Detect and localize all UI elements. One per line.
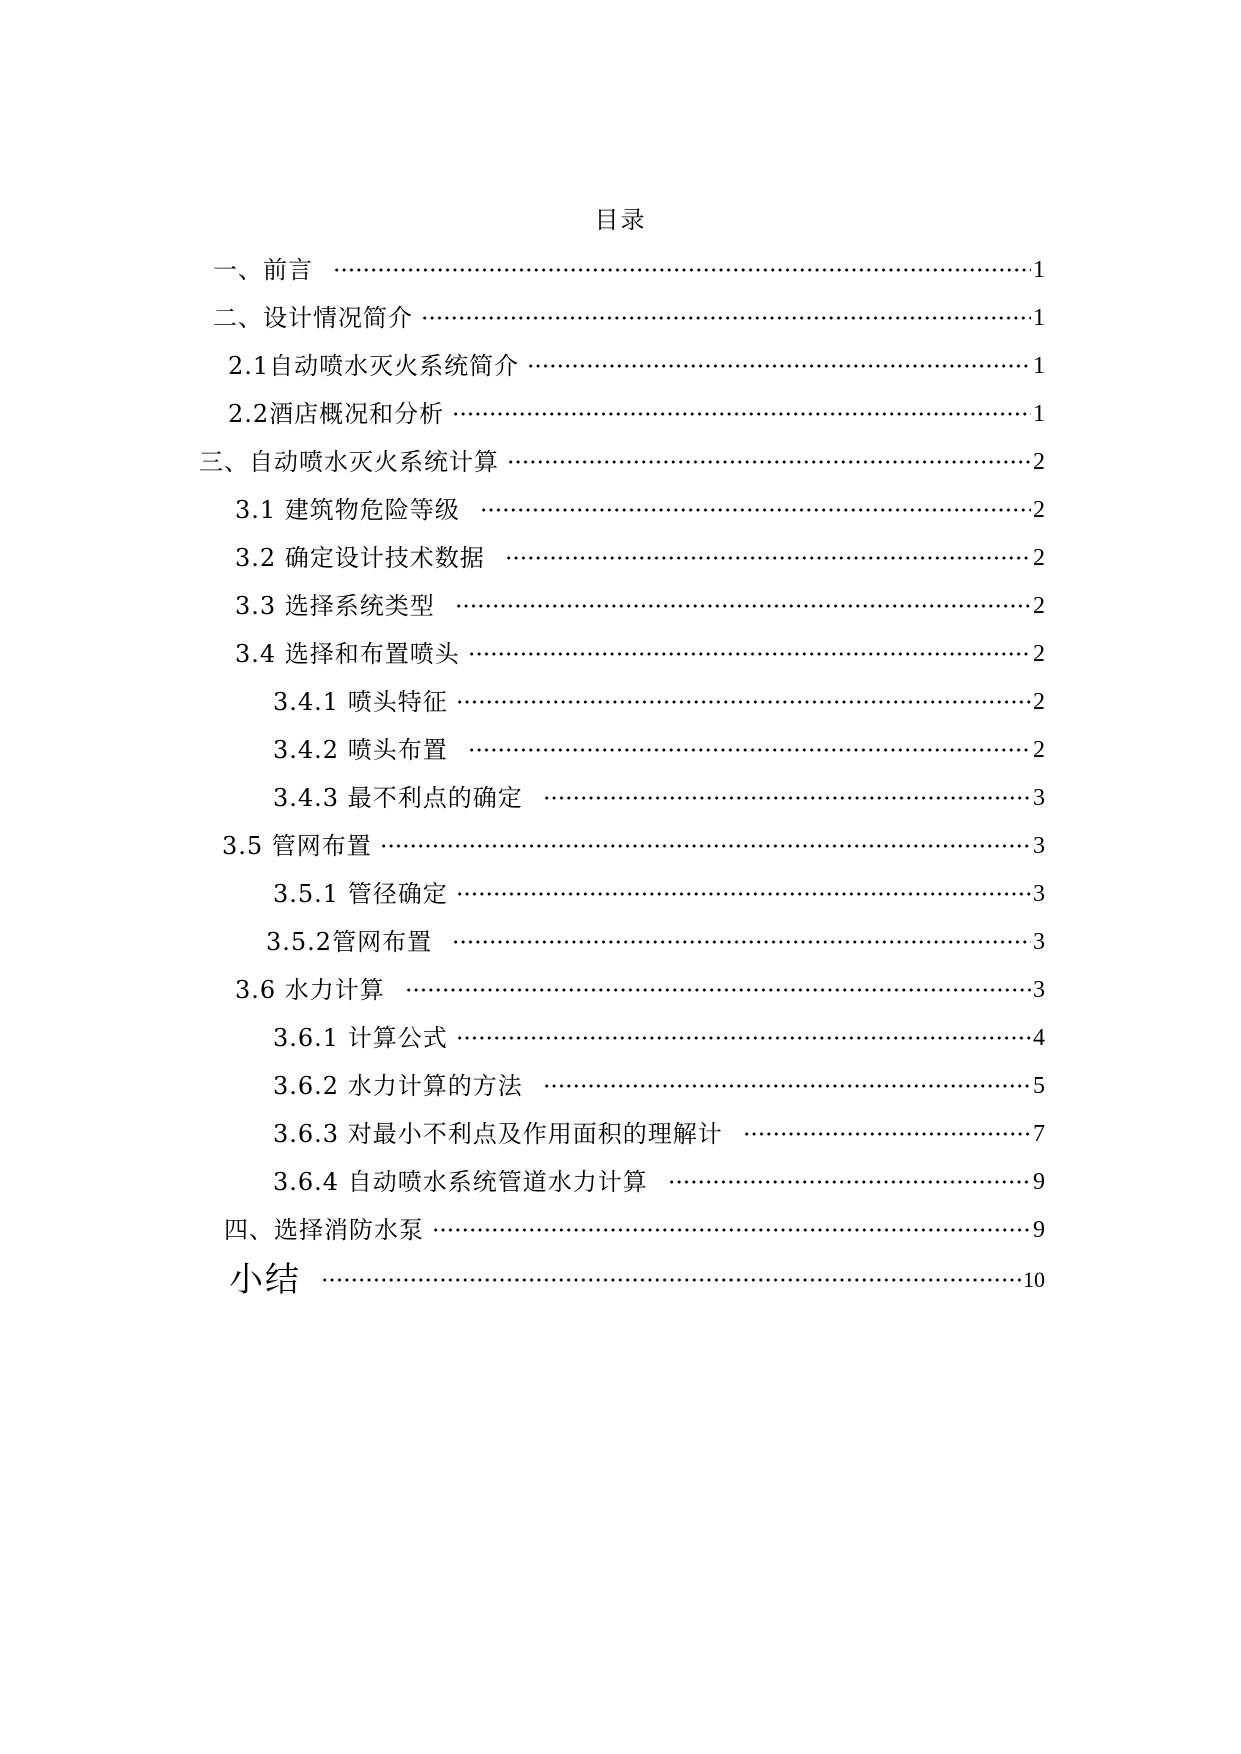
toc-entry-label: 3.6.3 对最小不利点及作用面积的理解计 xyxy=(273,1120,723,1148)
toc-page-number: 3 xyxy=(1033,977,1045,1003)
toc-dot-leader xyxy=(421,315,1031,321)
toc-dot-leader xyxy=(452,939,1031,945)
toc-entry-label: 3.6 水力计算 xyxy=(235,976,385,1004)
toc-entry-label: 3.3 选择系统类型 xyxy=(235,592,435,620)
toc-dot-leader xyxy=(505,555,1031,561)
toc-page-number: 4 xyxy=(1033,1025,1045,1051)
toc-dot-leader xyxy=(480,507,1031,513)
toc-entry xyxy=(213,254,1045,286)
toc-page-number: 3 xyxy=(1033,929,1045,955)
toc-entry-label: 3.4.3 最不利点的确定 xyxy=(273,784,523,812)
toc-entry-label: 3.1 建筑物危险等级 xyxy=(235,496,460,524)
toc-dot-leader xyxy=(455,603,1031,609)
toc-page-number: 2 xyxy=(1033,545,1045,571)
toc-dot-leader xyxy=(468,747,1031,753)
toc-page-number: 2 xyxy=(1033,593,1045,619)
toc-page-number: 1 xyxy=(1033,257,1045,283)
toc-entry-label: 3.5.2管网布置 xyxy=(266,928,433,956)
toc-entry xyxy=(235,590,1045,622)
toc-entry xyxy=(273,686,1045,718)
toc-dot-leader xyxy=(456,891,1031,897)
toc-page-number: 1 xyxy=(1033,401,1045,427)
toc-entry-label: 3.4.2 喷头布置 xyxy=(273,736,448,764)
toc-entry-label: 3.5 管网布置 xyxy=(222,832,372,860)
toc-entry-label: 2.2酒店概况和分析 xyxy=(228,400,445,428)
toc-page-number: 3 xyxy=(1033,785,1045,811)
toc-entry xyxy=(273,782,1045,814)
toc-entry xyxy=(229,1258,1045,1302)
toc-entry-label: 3.2 确定设计技术数据 xyxy=(235,544,485,572)
toc-page-number: 2 xyxy=(1033,737,1045,763)
toc-page-number: 5 xyxy=(1033,1073,1045,1099)
toc-entry xyxy=(235,638,1045,670)
toc-entry xyxy=(199,446,1045,478)
toc-page-number: 2 xyxy=(1033,689,1045,715)
toc-title: 目录 xyxy=(594,206,647,234)
toc-entry xyxy=(224,1214,1045,1246)
toc-page-number: 9 xyxy=(1033,1169,1045,1195)
toc-entry xyxy=(235,974,1045,1006)
toc-page-number: 2 xyxy=(1033,497,1045,523)
toc-dot-leader xyxy=(432,1227,1031,1233)
toc-entry-label: 2.1自动喷水灭火系统简介 xyxy=(228,352,520,380)
toc-dot-leader xyxy=(527,363,1031,369)
toc-entry xyxy=(235,542,1045,574)
toc-entry xyxy=(273,734,1045,766)
toc-entry xyxy=(213,302,1045,334)
toc-entry xyxy=(273,878,1045,910)
toc-entry-label: 3.5.1 管径确定 xyxy=(273,880,448,908)
toc-entry xyxy=(222,830,1045,862)
toc-entry xyxy=(228,350,1045,382)
toc-entry-label: 小结 xyxy=(229,1260,301,1300)
toc-entry xyxy=(273,1022,1045,1054)
toc-entry xyxy=(228,398,1045,430)
toc-entry xyxy=(273,1166,1045,1198)
toc-dot-leader xyxy=(668,1179,1031,1185)
toc-dot-leader xyxy=(468,651,1031,657)
toc-dot-leader xyxy=(456,1035,1031,1041)
toc-entry-label: 3.4 选择和布置喷头 xyxy=(235,640,460,668)
toc-entry-label: 3.6.4 自动喷水系统管道水力计算 xyxy=(273,1168,648,1196)
toc-entry-label: 二、设计情况简介 xyxy=(213,304,413,332)
toc-dot-leader xyxy=(380,843,1031,849)
toc-entry-label: 3.6.1 计算公式 xyxy=(273,1024,448,1052)
toc-entry xyxy=(273,1070,1045,1102)
toc-page-number: 1 xyxy=(1033,305,1045,331)
toc-dot-leader xyxy=(543,795,1031,801)
toc-page-number: 2 xyxy=(1033,641,1045,667)
toc-page-number: 3 xyxy=(1033,833,1045,859)
toc-dot-leader xyxy=(743,1131,1031,1137)
toc-dot-leader xyxy=(405,987,1031,993)
toc-dot-leader xyxy=(452,411,1031,417)
toc-dot-leader xyxy=(543,1083,1031,1089)
toc-dot-leader xyxy=(456,699,1031,705)
toc-dot-leader xyxy=(333,267,1031,273)
toc-entry-label: 四、选择消防水泵 xyxy=(224,1216,424,1244)
toc-entry xyxy=(235,494,1045,526)
toc-page-number: 2 xyxy=(1033,449,1045,475)
toc-page-number: 9 xyxy=(1033,1217,1045,1243)
toc-page-number: 7 xyxy=(1033,1121,1045,1147)
toc-entry-label: 3.4.1 喷头特征 xyxy=(273,688,448,716)
toc-page-number: 10 xyxy=(1023,1267,1045,1292)
toc-page-number: 1 xyxy=(1033,353,1045,379)
toc-entry-label: 一、前言 xyxy=(213,256,313,284)
toc-entry xyxy=(266,926,1045,958)
toc-page-number: 3 xyxy=(1033,881,1045,907)
toc-entry xyxy=(273,1118,1045,1150)
toc-dot-leader xyxy=(321,1277,1021,1283)
toc-entry-label: 三、自动喷水灭火系统计算 xyxy=(199,448,499,476)
toc-entry-label: 3.6.2 水力计算的方法 xyxy=(273,1072,523,1100)
toc-dot-leader xyxy=(507,459,1031,465)
